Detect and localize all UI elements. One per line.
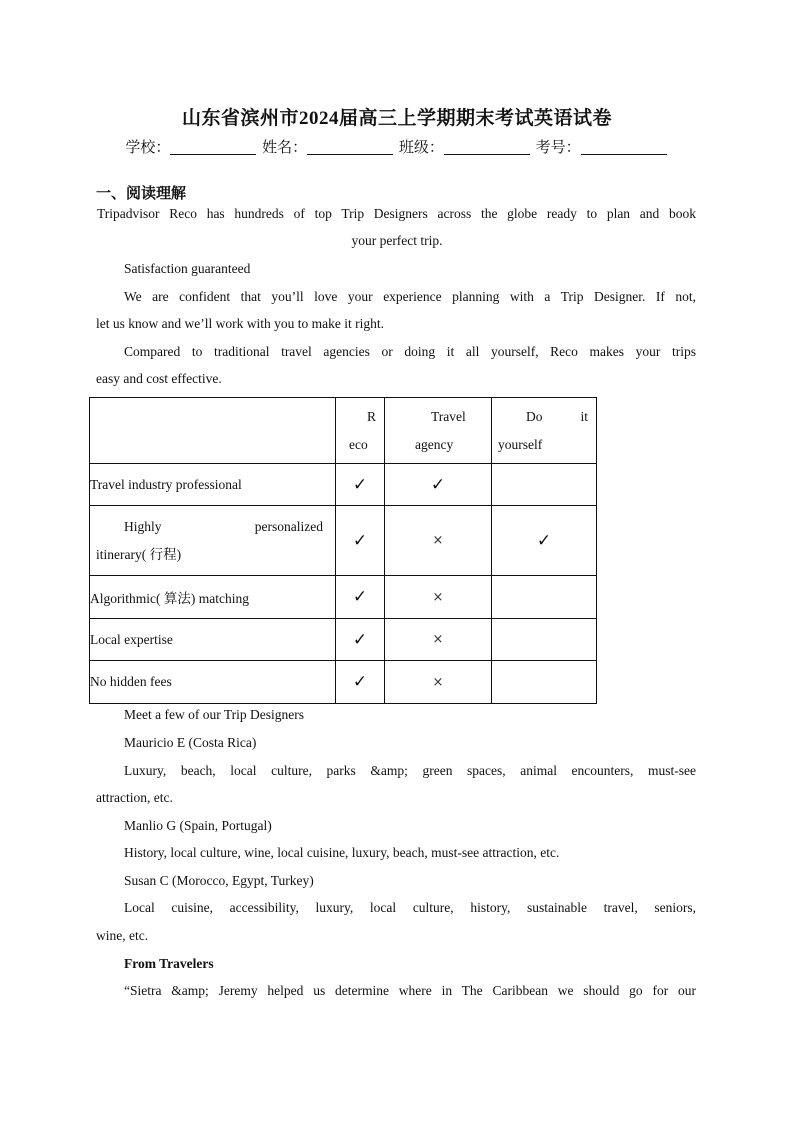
empty-cell xyxy=(492,661,597,704)
table-header-row xyxy=(90,398,597,464)
confident-line-2: let us know and we’ll work with you to make it right. xyxy=(96,316,384,331)
exam-number-label: 考号： xyxy=(535,140,581,156)
confident-line-1: We are confident that you’ll love your experience planning with a Trip Designer. If not, xyxy=(124,289,696,304)
feature-cell: Local expertise xyxy=(90,619,336,661)
intro-line-2: your perfect trip. xyxy=(351,233,443,248)
feature-cell: Travel industry professional xyxy=(90,464,336,506)
table-row xyxy=(90,464,597,506)
header-travel-agency: Travel agency xyxy=(385,398,492,464)
student-info-line xyxy=(0,136,794,157)
designer-susan-name: Susan C (Morocco, Egypt, Turkey) xyxy=(124,873,314,888)
designer-susan-line-2: wine, etc. xyxy=(96,928,149,943)
cross-icon: × xyxy=(385,576,492,619)
designer-mauricio-line-1: Luxury, beach, local culture, parks &amp; green spaces, animal encounters, must-see xyxy=(124,763,696,778)
travelers-heading: From Travelers xyxy=(124,956,214,971)
check-icon: ✓ xyxy=(336,619,385,661)
feature-cell: No hidden fees xyxy=(90,661,336,704)
name-label: 姓名： xyxy=(262,140,308,156)
exam-number-blank[interactable] xyxy=(581,139,667,155)
school-blank[interactable] xyxy=(170,139,256,155)
header-reco: R eco xyxy=(336,398,385,464)
designer-mauricio-line-2: attraction, etc. xyxy=(96,790,173,805)
traveler-quote-line-1: “Sietra &amp; Jeremy helped us determine where in The Caribbean we should go for our xyxy=(124,983,696,998)
class-label: 班级： xyxy=(398,140,444,156)
feature-cell: Algorithmic( 算法) matching xyxy=(90,576,336,619)
feature-cell: Highly personalized itinerary( 行程) xyxy=(90,506,336,576)
designer-susan-line-1: Local cuisine, accessibility, luxury, local culture, history, sustainable travel, seniors, xyxy=(124,900,696,915)
class-blank[interactable] xyxy=(444,139,530,155)
name-blank[interactable] xyxy=(307,139,393,155)
header-empty-cell xyxy=(90,398,336,464)
comparison-table xyxy=(89,397,597,704)
designer-mauricio-name: Mauricio E (Costa Rica) xyxy=(124,735,257,750)
check-icon: ✓ xyxy=(336,661,385,704)
designer-manlio-line-1: History, local culture, wine, local cuisine, luxury, beach, must-see attraction, etc. xyxy=(124,845,560,860)
table-row xyxy=(90,661,597,704)
designer-manlio-name: Manlio G (Spain, Portugal) xyxy=(124,818,272,833)
table-row xyxy=(90,619,597,661)
designers-heading: Meet a few of our Trip Designers xyxy=(124,707,304,722)
section-heading: 一、阅读理解 xyxy=(96,186,187,202)
check-icon: ✓ xyxy=(336,576,385,619)
satisfaction-line: Satisfaction guaranteed xyxy=(124,261,251,276)
empty-cell xyxy=(492,576,597,619)
cross-icon: × xyxy=(385,506,492,576)
page-title: 山东省滨州市2024届高三上学期期末考试英语试卷 xyxy=(181,108,612,129)
check-icon: ✓ xyxy=(492,506,597,576)
intro-line-1: Tripadvisor Reco has hundreds of top Trip Designers across the globe ready to plan and book xyxy=(97,206,696,221)
compared-line-2: easy and cost effective. xyxy=(96,371,222,386)
empty-cell xyxy=(492,619,597,661)
empty-cell xyxy=(492,464,597,506)
check-icon: ✓ xyxy=(336,506,385,576)
table-row xyxy=(90,506,597,576)
cross-icon: × xyxy=(385,661,492,704)
header-do-it-yourself: Do it yourself xyxy=(492,398,597,464)
compared-line-1: Compared to traditional travel agencies or doing it all yourself, Reco makes your trips xyxy=(124,344,696,359)
check-icon: ✓ xyxy=(336,464,385,506)
check-icon: ✓ xyxy=(385,464,492,506)
table-row xyxy=(90,576,597,619)
school-label: 学校： xyxy=(125,140,171,156)
cross-icon: × xyxy=(385,619,492,661)
